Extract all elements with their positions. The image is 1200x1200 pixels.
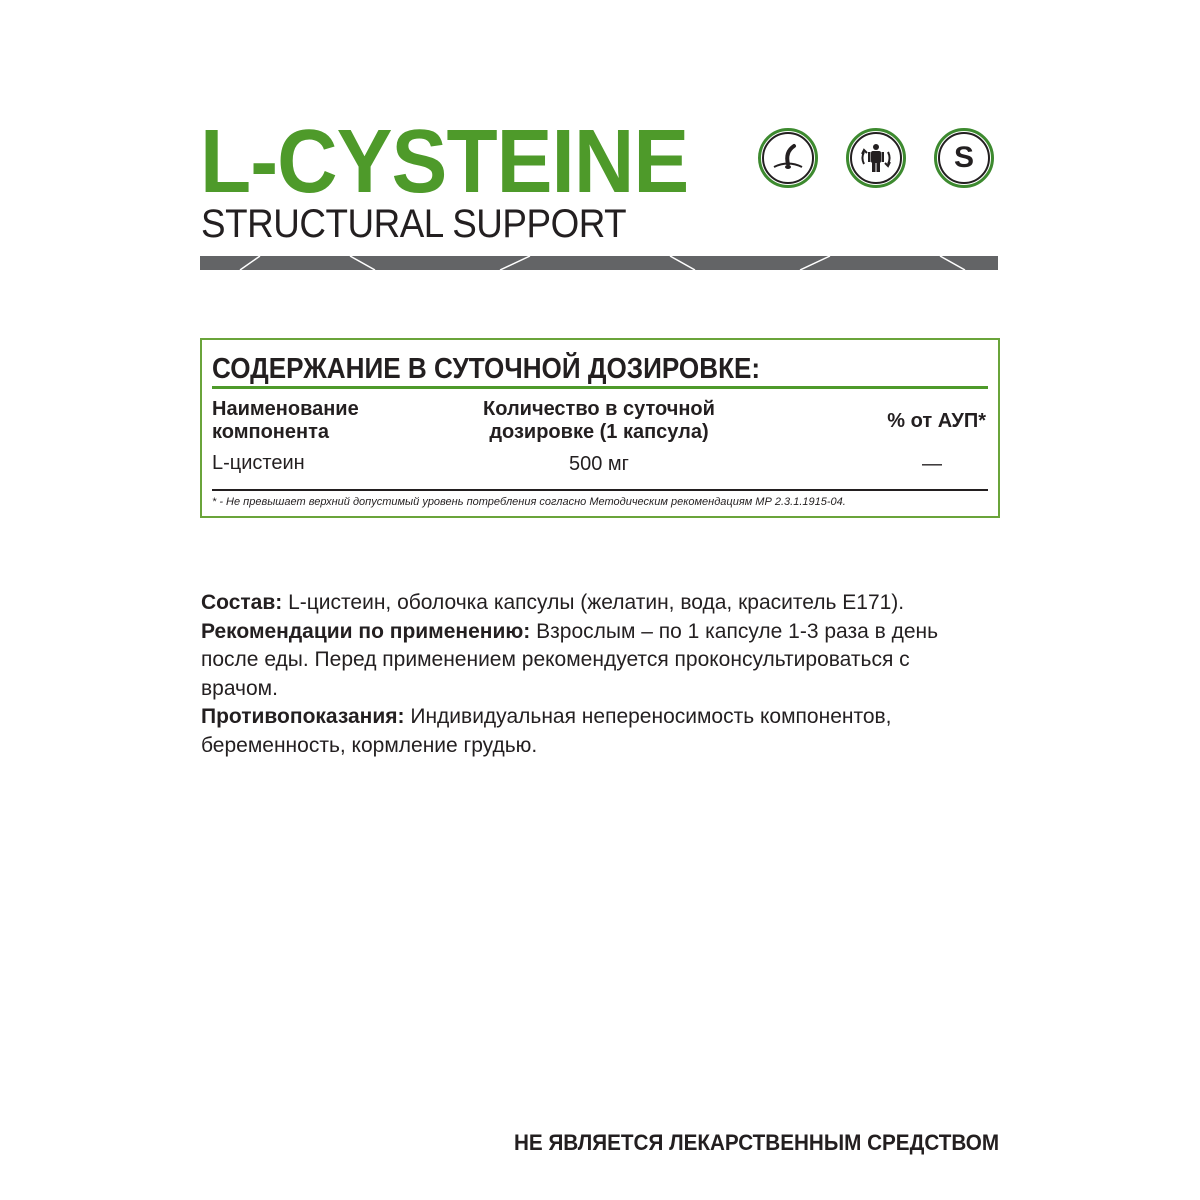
contraindications-line — [201, 703, 961, 760]
contraindications-text: Индивидуальная непереносимость компонентов, беременность, кормление грудью. — [201, 705, 892, 757]
daily-dose-panel — [200, 338, 1000, 518]
daily-dose-heading: СОДЕРЖАНИЕ В СУТОЧНОЙ ДОЗИРОВКЕ: — [212, 353, 761, 385]
composition-line — [201, 589, 1001, 618]
body-recovery-icon — [846, 128, 906, 188]
ingredient-amount: 500 мг — [569, 453, 629, 475]
usage-label: Рекомендации по применению: — [201, 619, 531, 643]
contraindications-label: Противопоказания: — [201, 705, 405, 728]
heading-divider — [212, 386, 988, 389]
ingredient-percent: — — [922, 453, 942, 475]
s-letter: S — [953, 141, 974, 174]
composition-text: L-цистеин, оболочка капсулы (желатин, вода, краситель Е171). — [282, 591, 905, 614]
table-divider — [212, 489, 988, 491]
footnote: * - Не превышает верхний допустимый уровень потребления согласно Методическим рекомендациям МР 2.3.1.1915-04. — [212, 496, 846, 508]
disclaimer: НЕ ЯВЛЯЕТСЯ ЛЕКАРСТВЕННЫМ СРЕДСТВОМ — [513, 1130, 999, 1155]
hair-icon — [758, 128, 818, 188]
usage-text: Взрослым – по 1 капсуле 1-3 раза в день после еды. Перед применением рекомендуется проконсультироваться с врачом. — [201, 619, 939, 700]
column-header-amount: Количество в суточной дозировке (1 капсула) — [483, 398, 715, 443]
column-header-percent: % от АУП* — [887, 410, 986, 432]
product-title: L-CYSTEINE — [200, 112, 689, 212]
composition-label: Состав: — [201, 591, 283, 614]
feature-icons — [758, 128, 1000, 194]
product-info — [201, 589, 1001, 760]
column-header-name: Наименование компонента — [212, 398, 359, 443]
decorative-stripe — [200, 256, 998, 270]
s-letter-icon — [934, 128, 994, 188]
product-subtitle: STRUCTURAL SUPPORT — [201, 202, 627, 246]
usage-line — [201, 618, 991, 704]
ingredient-name: L-цистеин — [212, 452, 305, 474]
